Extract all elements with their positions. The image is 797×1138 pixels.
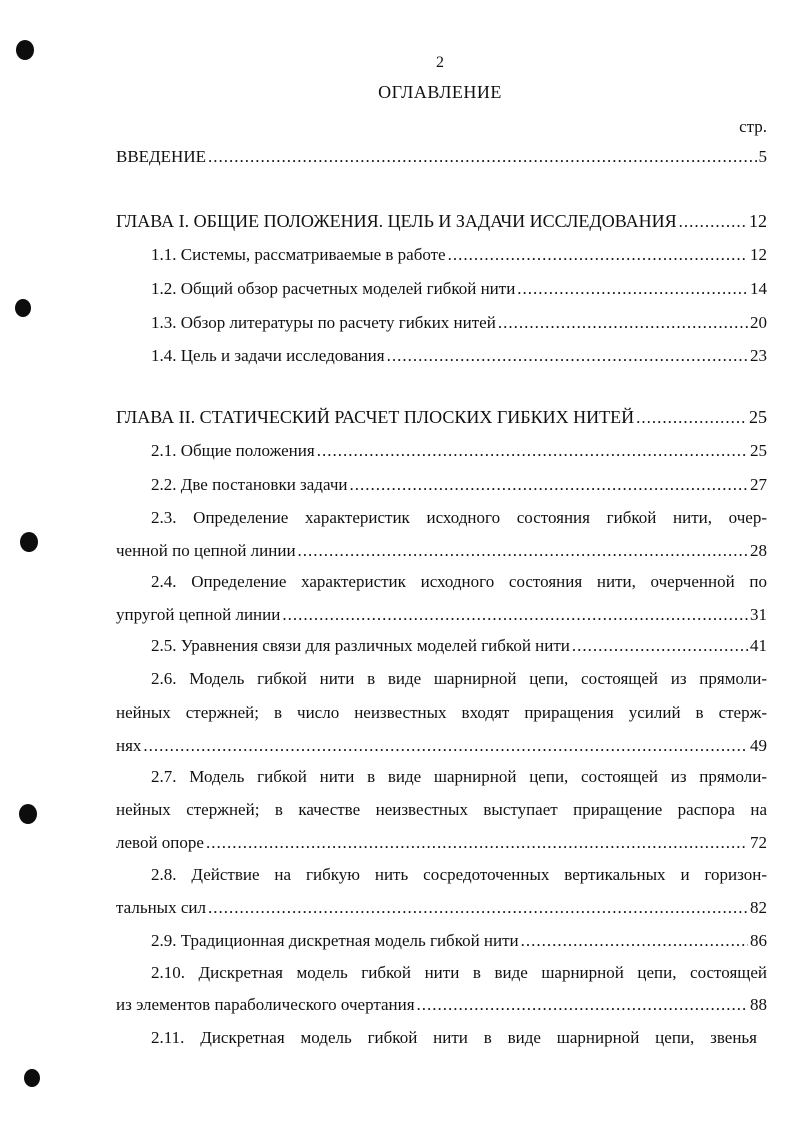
toc-entry-page: 5: [758, 147, 767, 166]
page-title: ОГЛАВЛЕНИЕ: [378, 82, 502, 102]
toc-entry-2-8: [116, 898, 767, 918]
toc-entry-2-4: [116, 605, 767, 625]
toc-entry-page: 31: [750, 605, 767, 624]
punch-hole-mark: [20, 532, 38, 552]
toc-entry-label: из элементов параболического очертания: [116, 995, 415, 1014]
toc-entry-2-6-line1: 2.6. Модель гибкой нити в виде шарнирной цепи, состоящей из прямоли-: [151, 669, 767, 688]
toc-entry-label: 1.2. Общий обзор расчетных моделей гибкой нити: [151, 279, 516, 298]
toc-leader: [636, 408, 747, 428]
toc-entry-chapter-2: [116, 407, 767, 428]
toc-entry-2-9: [151, 931, 767, 951]
toc-leader: [517, 279, 748, 299]
toc-entry-page: 72: [750, 833, 767, 852]
toc-leader: [498, 313, 748, 333]
toc-leader: [679, 212, 747, 232]
page-column-label: стр.: [739, 117, 767, 136]
toc-entry-1-3: [151, 313, 767, 333]
toc-entry-2-4-line1: 2.4. Определение характеристик исходного состояния нити, очерченной по: [151, 572, 767, 591]
toc-leader: [572, 636, 748, 656]
toc-entry-page: 20: [750, 313, 767, 332]
page-number: 2: [436, 54, 444, 71]
toc-leader: [521, 931, 748, 951]
toc-leader: [417, 995, 748, 1015]
toc-entry-2-6-line2: нейных стержней; в число неизвестных входят приращения усилий в стерж-: [116, 703, 767, 722]
toc-entry-label: ВВЕДЕНИЕ: [116, 147, 206, 166]
toc-leader: [387, 346, 748, 366]
toc-entry-label: 2.1. Общие положения: [151, 441, 315, 460]
toc-entry-label: 1.4. Цель и задачи исследования: [151, 346, 385, 365]
toc-entry-2-8-line1: 2.8. Действие на гибкую нить сосредоточенных вертикальных и горизон-: [151, 865, 767, 884]
toc-leader: [208, 898, 748, 918]
toc-leader: [282, 605, 748, 625]
toc-entry-page: 12: [750, 245, 767, 264]
toc-entry-page: 88: [750, 995, 767, 1014]
punch-hole-mark: [19, 804, 37, 824]
toc-entry-label: 1.3. Обзор литературы по расчету гибких нитей: [151, 313, 496, 332]
toc-entry-page: 12: [749, 211, 767, 231]
toc-entry-page: 28: [750, 541, 767, 560]
toc-entry-2-2: [151, 475, 767, 495]
toc-entry-page: 25: [749, 407, 767, 427]
toc-entry-page: 86: [750, 931, 767, 950]
toc-entry-2-11-line1: 2.11. Дискретная модель гибкой нити в виде шарнирной цепи, звенья: [151, 1028, 757, 1047]
toc-entry-label: 1.1. Системы, рассматриваемые в работе: [151, 245, 446, 264]
toc-entry-page: 25: [750, 441, 767, 460]
toc-entry-label: 2.9. Традиционная дискретная модель гибкой нити: [151, 931, 519, 950]
toc-entry-1-1: [151, 245, 767, 265]
toc-entry-page: 82: [750, 898, 767, 917]
toc-entry-label: ГЛАВА I. ОБЩИЕ ПОЛОЖЕНИЯ. ЦЕЛЬ И ЗАДАЧИ ИССЛЕДОВАНИЯ: [116, 211, 677, 231]
toc-leader: [448, 245, 748, 265]
toc-entry-2-7: [116, 833, 767, 853]
toc-entry-2-5: [151, 636, 767, 656]
toc-entry-2-1: [151, 441, 767, 461]
toc-entry-label: тальных сил: [116, 898, 206, 917]
toc-entry-chapter-1: [116, 211, 767, 232]
toc-entry-1-2: [151, 279, 767, 299]
toc-entry-2-10: [116, 995, 767, 1015]
toc-entry-page: 41: [750, 636, 767, 655]
toc-entry-page: 23: [750, 346, 767, 365]
toc-leader: [208, 147, 757, 167]
toc-entry-page: 27: [750, 475, 767, 494]
toc-entry-label: ГЛАВА II. СТАТИЧЕСКИЙ РАСЧЕТ ПЛОСКИХ ГИБКИХ НИТЕЙ: [116, 407, 635, 427]
toc-leader: [298, 541, 748, 561]
toc-entry-2-10-line1: 2.10. Дискретная модель гибкой нити в виде шарнирной цепи, состоящей: [151, 963, 767, 982]
toc-entry-label: ченной по цепной линии: [116, 541, 296, 560]
toc-entry-intro: [116, 147, 767, 167]
punch-hole-mark: [15, 299, 31, 317]
toc-entry-page: 14: [750, 279, 767, 298]
toc-leader: [143, 736, 748, 756]
toc-entry-1-4: [151, 346, 767, 366]
punch-hole-mark: [24, 1069, 40, 1087]
toc-entry-2-7-line1: 2.7. Модель гибкой нити в виде шарнирной цепи, состоящей из прямоли-: [151, 767, 767, 786]
toc-entry-label: нях: [116, 736, 142, 755]
toc-leader: [206, 833, 748, 853]
toc-entry-page: 49: [750, 736, 767, 755]
toc-entry-2-3-line1: 2.3. Определение характеристик исходного состояния гибкой нити, очер-: [151, 508, 767, 527]
toc-entry-2-3: [116, 541, 767, 561]
toc-entry-label: упругой цепной линии: [116, 605, 281, 624]
toc-entry-label: левой опоре: [116, 833, 204, 852]
toc-entry-label: 2.5. Уравнения связи для различных моделей гибкой нити: [151, 636, 570, 655]
toc-leader: [317, 441, 748, 461]
toc-entry-2-7-line2: нейных стержней; в качестве неизвестных выступает приращение распора на: [116, 800, 767, 819]
toc-leader: [349, 475, 748, 495]
toc-entry-label: 2.2. Две постановки задачи: [151, 475, 348, 494]
toc-entry-2-6: [116, 736, 767, 756]
